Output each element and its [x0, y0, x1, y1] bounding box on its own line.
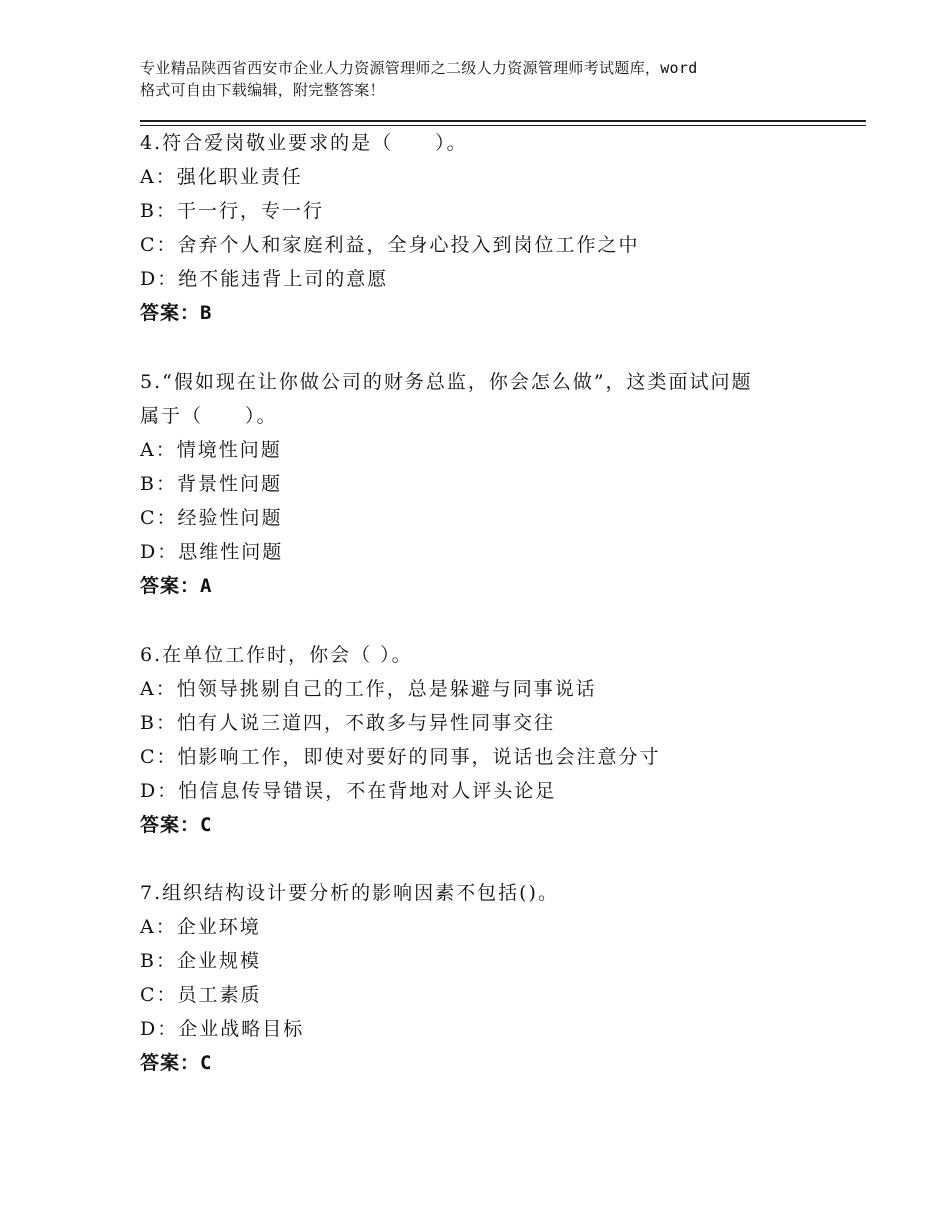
answer-value: A [200, 575, 213, 597]
question-7 [140, 876, 830, 1080]
option-c: C：怕影响工作，即使对要好的同事，说话也会注意分寸 [140, 746, 661, 768]
question-4 [140, 126, 830, 330]
option-b: B：企业规模 [140, 950, 261, 972]
option-b: B：背景性问题 [140, 473, 282, 495]
option-d: D：绝不能违背上司的意愿 [140, 268, 389, 290]
option-a: A：强化职业责任 [140, 166, 303, 188]
option-a: A：情境性问题 [140, 439, 282, 461]
question-stem-line-2: 属于（ ）。 [140, 405, 278, 427]
question-stem-line-1: 5.“假如现在让你做公司的财务总监，你会怎么做”，这类面试问题 [140, 371, 753, 393]
header-line-1: 专业精品陕西省西安市企业人力资源管理师之二级人力资源管理师考试题库，word [140, 59, 698, 77]
option-d: D：思维性问题 [140, 541, 284, 563]
option-c: C：经验性问题 [140, 507, 283, 529]
answer-line [140, 296, 830, 330]
option-a: A：企业环境 [140, 916, 261, 938]
option-b: B：怕有人说三道四，不敢多与异性同事交往 [140, 712, 555, 734]
header-divider-thick [140, 120, 866, 122]
option-c: C：舍弃个人和家庭利益，全身心投入到岗位工作之中 [140, 234, 640, 256]
answer-label: 答案： [140, 302, 201, 324]
question-stem: 7.组织结构设计要分析的影响因素不包括()。 [140, 882, 559, 904]
option-c: C：员工素质 [140, 984, 262, 1006]
answer-value: B [200, 302, 213, 324]
option-d: D：企业战略目标 [140, 1018, 305, 1040]
answer-line [140, 808, 830, 842]
question-stem: 4.符合爱岗敬业要求的是（ ）。 [140, 132, 468, 154]
answer-label: 答案： [140, 575, 201, 597]
document-header [140, 57, 830, 101]
answer-label: 答案： [140, 1052, 201, 1074]
answer-line [140, 569, 830, 603]
answer-value: C [200, 1052, 213, 1074]
option-a: A：怕领导挑剔自己的工作，总是躲避与同事说话 [140, 678, 597, 700]
question-5 [140, 365, 830, 603]
answer-line [140, 1046, 830, 1080]
header-line-2: 格式可自由下载编辑，附完整答案！ [140, 81, 385, 99]
answer-value: C [200, 814, 213, 836]
option-d: D：怕信息传导错误，不在背地对人评头论足 [140, 780, 557, 802]
question-6 [140, 638, 830, 842]
question-stem: 6.在单位工作时，你会（ ）。 [140, 644, 413, 666]
answer-label: 答案： [140, 814, 201, 836]
option-b: B：干一行，专一行 [140, 200, 324, 222]
